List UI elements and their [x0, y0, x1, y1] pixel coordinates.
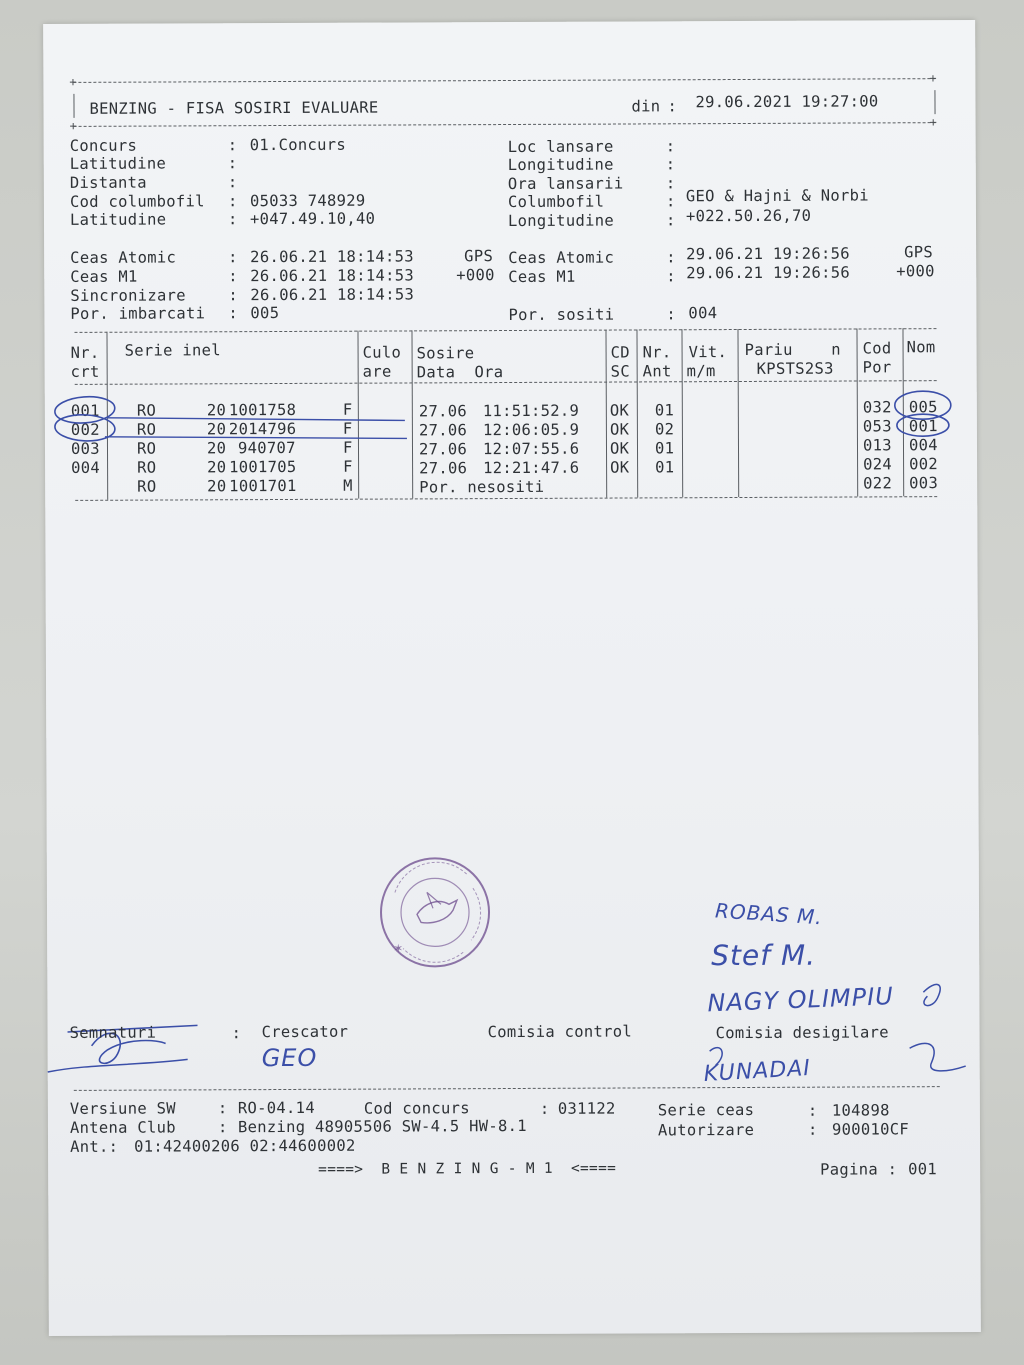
clock-label: Por. imbarcati [70, 304, 206, 323]
cell-tara: RO [137, 477, 157, 496]
clock-label: Por. sositi [508, 305, 615, 325]
info-colon: : [666, 248, 676, 267]
antena-value: Benzing 48905506 SW-4.5 HW-8.1 [237, 1116, 527, 1137]
info-colon: : [228, 286, 239, 305]
info-colon: : [666, 305, 677, 324]
cell-data: Por. nesositi [419, 477, 545, 497]
info-label: Concurs [69, 136, 138, 155]
cell-tara: RO [136, 420, 157, 439]
info-value: GEO & Hajni & Norbi [685, 186, 869, 206]
crescator-label: Crescator [261, 1022, 349, 1042]
header-vit: Vit. [688, 343, 728, 362]
clock-label: Sincronizare [70, 286, 186, 305]
cod-concurs-value: 031122 [557, 1099, 616, 1118]
date-colon: : [667, 97, 678, 116]
info-colon: : [807, 1120, 818, 1139]
clock-label: Ceas Atomic [508, 248, 615, 268]
cell-cod: 053 [862, 417, 892, 436]
header-vit-sub: m/m [686, 362, 716, 381]
clock-label: Ceas Atomic [70, 248, 177, 267]
info-label: Columbofil [507, 192, 605, 212]
clock-value: 004 [688, 304, 718, 323]
info-label: Latitudine [69, 210, 167, 229]
info-label: Longitudine [507, 211, 614, 231]
clock-value: 26.06.21 18:14:53 [250, 247, 414, 267]
paper-sheet [43, 20, 981, 1336]
clock-value: 26.06.21 18:14:53 [250, 266, 415, 286]
report-date: 29.06.2021 19:27:00 [695, 92, 879, 112]
autorizare-label: Autorizare [657, 1120, 755, 1140]
cell-cd: OK [610, 458, 630, 477]
pagina-value: 001 [908, 1160, 938, 1179]
header-cd: CD [610, 343, 630, 362]
cell-inel: 1001701 [229, 476, 297, 496]
clock-extra: GPS [464, 247, 494, 266]
header-sosire-sub: Data Ora [416, 363, 504, 382]
signatures-label: Semnaturi [69, 1023, 157, 1042]
info-colon: : [665, 155, 676, 174]
clock-value: 29.06.21 19:26:56 [686, 244, 850, 264]
cell-an: 20 [206, 420, 227, 439]
cell-nom: 001 [908, 417, 938, 436]
cell-ora: 11:51:52.9 [482, 401, 580, 421]
clock-label: Ceas M1 [508, 267, 576, 287]
comisia-desigilare-label: Comisia desigilare [715, 1023, 889, 1043]
cell-an: 20 [206, 439, 227, 458]
header-cod-sub: Por [862, 358, 892, 377]
header-nr-sub: crt [70, 362, 100, 381]
info-colon: : [665, 211, 676, 230]
info-label: Latitudine [69, 154, 167, 173]
info-colon: : [231, 1024, 242, 1043]
info-colon: : [228, 304, 239, 323]
cell-data: 27.06 [418, 402, 468, 421]
signature-stef: Stef M. [711, 938, 817, 973]
cell-inel: 2014796 [228, 419, 297, 439]
signature-geo: GEO [261, 1043, 318, 1073]
date-label: din [631, 97, 661, 116]
cell-cod: 013 [862, 436, 892, 455]
report-title: BENZING - FISA SOSIRI EVALUARE [89, 98, 379, 118]
cell-ora: 12:21:47.6 [483, 458, 580, 478]
info-colon: : [227, 173, 238, 192]
header-nr: Nr. [70, 343, 100, 362]
cell-ant: 01 [655, 458, 675, 477]
autorizare-value: 900010CF [831, 1120, 910, 1139]
cell-nr: 004 [71, 458, 101, 477]
cell-cod: 022 [863, 474, 893, 493]
header-cd-sub: SC [610, 362, 630, 381]
rule-corner: + [929, 71, 937, 86]
serie-ceas-value: 104898 [831, 1101, 890, 1120]
cell-nr: 001 [70, 401, 100, 420]
clock-value: 26.06.21 18:14:53 [250, 285, 415, 305]
cell-sex: M [343, 476, 353, 495]
info-value: 05033 748929 [249, 191, 366, 211]
header-ant-sub: Ant [642, 362, 672, 381]
clock-extra: +000 [896, 262, 935, 281]
header-serie: Serie inel [124, 341, 221, 360]
rule-corner: + [69, 74, 77, 89]
cell-tara: RO [136, 439, 157, 458]
info-colon: : [227, 210, 238, 229]
signature-nagy: NAGY OLIMPIU [706, 982, 895, 1018]
comisia-control-label: Comisia control [487, 1022, 633, 1042]
cell-nom: 005 [908, 398, 938, 417]
cell-nr: 003 [70, 439, 100, 458]
info-label: Ora lansarii [507, 174, 624, 194]
info-colon: : [666, 267, 676, 286]
cell-nr: 002 [70, 420, 100, 439]
ant-label: Ant.: [70, 1137, 119, 1156]
cell-tara: RO [137, 458, 157, 477]
clock-value: 005 [250, 304, 280, 323]
rule-corner: + [929, 115, 937, 130]
info-colon: : [227, 192, 238, 211]
info-value: +022.50.26,70 [685, 206, 812, 226]
header-culoare-sub: are [362, 362, 392, 381]
info-colon: : [807, 1101, 818, 1120]
header-culoare: Culo [362, 343, 402, 362]
cell-cod: 032 [862, 398, 892, 417]
info-value: 01.Concurs [249, 135, 347, 155]
antena-label: Antena Club [69, 1118, 176, 1137]
info-label: Loc lansare [507, 137, 614, 157]
serie-ceas-label: Serie ceas [657, 1100, 755, 1120]
cell-an: 20 [207, 458, 227, 477]
header-ant: Nr. [642, 343, 672, 362]
info-colon: : [217, 1118, 228, 1137]
info-colon: : [228, 267, 238, 286]
rule-corner: + [69, 118, 77, 133]
cell-an: 20 [207, 477, 227, 496]
cell-sex: F [342, 438, 353, 457]
versiune-value: RO-04.14 [237, 1098, 315, 1118]
cell-cd: OK [609, 439, 630, 458]
cell-sex: F [343, 457, 353, 476]
info-colon: : [227, 154, 238, 173]
signature-robas: ROBAS M. [714, 898, 824, 930]
cell-cod: 024 [863, 455, 893, 474]
cell-cd: OK [609, 420, 630, 439]
cell-cd: OK [609, 401, 630, 420]
info-label: Distanta [69, 173, 147, 192]
cell-ora: 12:06:05.9 [482, 420, 580, 440]
cell-inel: 940707 [237, 438, 296, 458]
info-colon: : [665, 174, 676, 193]
cell-an: 20 [206, 401, 227, 420]
info-colon: : [665, 192, 676, 211]
header-pariu: Pariu n [744, 340, 841, 359]
cell-ant: 02 [654, 420, 675, 439]
cell-ant: 01 [654, 401, 675, 420]
svg-text:✶: ✶ [393, 941, 404, 956]
clock-extra: +000 [456, 266, 495, 285]
clock-extra: GPS [904, 243, 934, 262]
signature-kunadai: KUNADAI [703, 1055, 812, 1087]
info-colon: : [227, 136, 238, 155]
cod-concurs-label: Cod concurs [363, 1099, 470, 1118]
info-colon: : [228, 248, 238, 267]
ant-value: 01:42400206 02:44600002 [134, 1136, 356, 1156]
cell-data: 27.06 [419, 459, 468, 478]
cell-nom: 003 [909, 474, 939, 493]
cell-tara: RO [136, 401, 157, 420]
header-pariu-sub: KPSTS2S3 [756, 359, 834, 378]
info-label: Cod columbofil [69, 192, 205, 211]
info-colon: : [217, 1099, 228, 1118]
cell-inel: 1001705 [229, 457, 297, 477]
cell-sex: F [342, 400, 353, 419]
cell-inel: 1001758 [228, 400, 297, 420]
info-value: +047.49.10,40 [249, 209, 376, 229]
versiune-label: Versiune SW [69, 1099, 176, 1118]
cell-data: 27.06 [418, 421, 468, 440]
info-colon: : [539, 1099, 550, 1118]
cell-ora: 12:07:55.6 [482, 439, 580, 459]
info-label: Longitudine [507, 155, 614, 175]
cell-nom: 004 [908, 436, 938, 455]
clock-label: Ceas M1 [70, 267, 138, 286]
info-colon: : [665, 137, 676, 156]
header-nom: Nom [906, 338, 936, 357]
clock-value: 29.06.21 19:26:56 [686, 263, 851, 283]
cell-data: 27.06 [418, 440, 468, 459]
cell-nom: 002 [909, 455, 939, 474]
header-sosire: Sosire [416, 344, 475, 363]
brand-line: ====> B E N Z I N G - M 1 <==== [318, 1160, 617, 1178]
cell-sex: F [342, 419, 353, 438]
cell-ant: 01 [654, 439, 675, 458]
header-cod: Cod [862, 339, 892, 358]
pagina-label: Pagina : [820, 1160, 898, 1179]
